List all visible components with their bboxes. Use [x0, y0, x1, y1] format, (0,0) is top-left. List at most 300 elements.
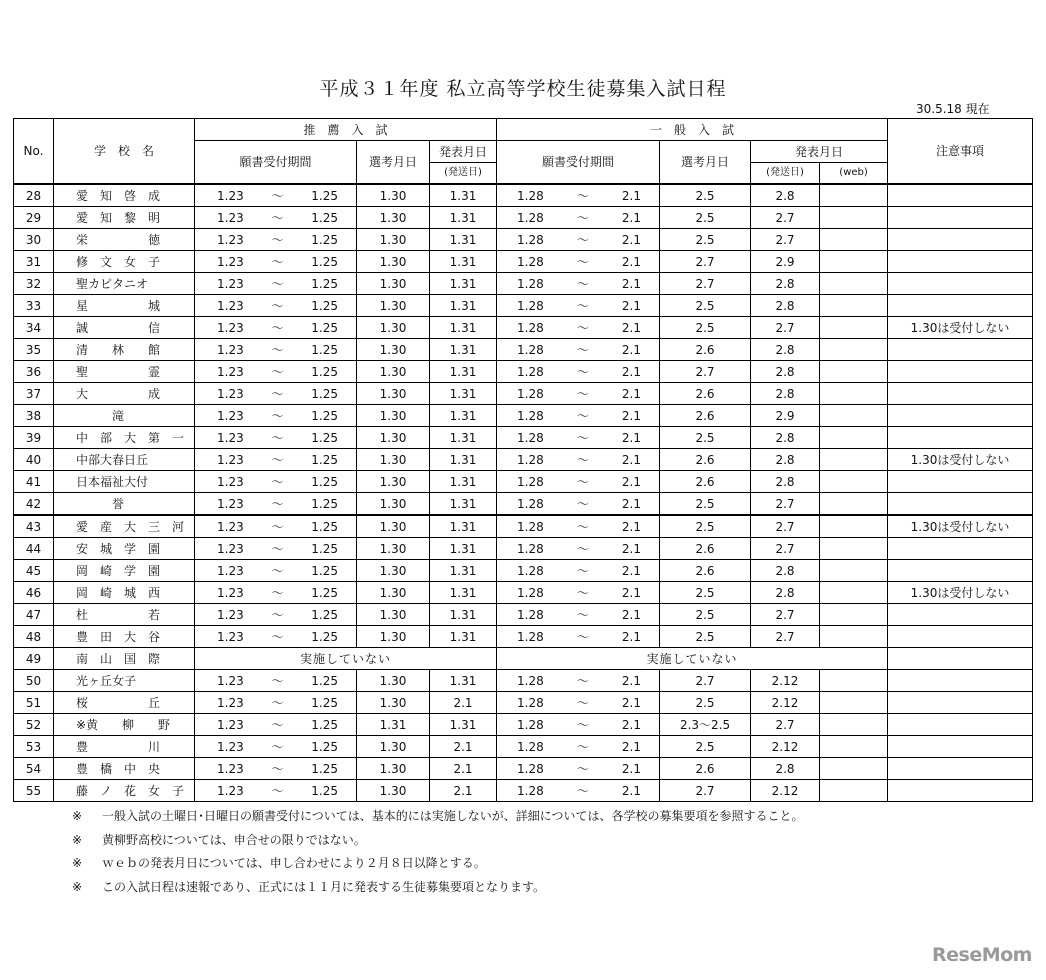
footnote-text: 黄柳野高校については、申合せの限りではない。 — [102, 832, 366, 847]
ippan-web-date — [820, 251, 888, 273]
suisen-exam-date: 1.30 — [357, 780, 430, 802]
suisen-exam-date: 1.30 — [357, 493, 430, 516]
ippan-exam-date: 2.7 — [660, 670, 751, 692]
period-from: 1.23 — [217, 276, 244, 291]
period-to: 2.1 — [621, 739, 642, 754]
ippan-app-period — [497, 493, 660, 516]
period-from: 1.28 — [517, 320, 544, 335]
period-tilde: ～ — [576, 761, 589, 776]
period-to: 1.25 — [311, 430, 338, 445]
table-row — [14, 449, 1033, 471]
ippan-sent-date: 2.8 — [751, 339, 820, 361]
period-to: 1.25 — [311, 717, 338, 732]
ippan-exam-date: 2.5 — [660, 626, 751, 648]
school-name: 豊 川 — [54, 736, 195, 758]
ippan-exam-date: 2.7 — [660, 251, 751, 273]
period-tilde: ～ — [271, 519, 284, 534]
ippan-app-period — [497, 582, 660, 604]
suisen-app-period — [195, 692, 357, 714]
period-to: 2.1 — [621, 298, 642, 313]
ippan-sent-date: 2.8 — [751, 427, 820, 449]
table-row — [14, 229, 1033, 251]
footnote-mark: ※ — [72, 832, 83, 847]
note-cell — [888, 383, 1033, 405]
period-tilde: ～ — [576, 695, 589, 710]
period-to: 1.25 — [311, 761, 338, 776]
note-cell: 1.30は受付しない — [888, 317, 1033, 339]
ippan-web-date — [820, 758, 888, 780]
ippan-exam-date: 2.6 — [660, 758, 751, 780]
period-tilde: ～ — [271, 298, 284, 313]
table-row — [14, 670, 1033, 692]
ippan-sent-date: 2.7 — [751, 229, 820, 251]
suisen-announce-date: 1.31 — [430, 207, 497, 229]
ippan-sent-date: 2.8 — [751, 361, 820, 383]
school-name: 桜 丘 — [54, 692, 195, 714]
period-from: 1.23 — [217, 408, 244, 423]
ippan-web-date — [820, 361, 888, 383]
ippan-exam-date: 2.3～2.5 — [660, 714, 751, 736]
ippan-app-period — [497, 626, 660, 648]
period-from: 1.28 — [517, 188, 544, 203]
period-to: 2.1 — [621, 364, 642, 379]
period-from: 1.28 — [517, 408, 544, 423]
ippan-web-date — [820, 471, 888, 493]
period-from: 1.23 — [217, 254, 244, 269]
suisen-exam-date: 1.30 — [357, 207, 430, 229]
ippan-exam-date: 2.5 — [660, 184, 751, 207]
suisen-announce-date: 1.31 — [430, 383, 497, 405]
period-tilde: ～ — [271, 783, 284, 798]
ippan-app-period — [497, 692, 660, 714]
suisen-exam-date: 1.30 — [357, 273, 430, 295]
header-g-exam: 選考月日 — [660, 141, 751, 185]
ippan-exam-date: 2.6 — [660, 383, 751, 405]
row-no: 41 — [14, 471, 54, 493]
period-from: 1.28 — [517, 298, 544, 313]
ippan-web-date — [820, 692, 888, 714]
ippan-exam-date: 2.5 — [660, 582, 751, 604]
school-name: 愛 知 啓 成 — [54, 184, 195, 207]
period-to: 1.25 — [311, 496, 338, 511]
row-no: 36 — [14, 361, 54, 383]
table-row — [14, 383, 1033, 405]
suisen-app-period — [195, 317, 357, 339]
note-cell — [888, 604, 1033, 626]
suisen-app-period — [195, 184, 357, 207]
suisen-announce-date: 1.31 — [430, 515, 497, 538]
period-from: 1.28 — [517, 607, 544, 622]
period-from: 1.23 — [217, 673, 244, 688]
school-name: 愛 知 黎 明 — [54, 207, 195, 229]
period-to: 1.25 — [311, 276, 338, 291]
period-from: 1.23 — [217, 629, 244, 644]
period-tilde: ～ — [271, 342, 284, 357]
suisen-announce-date: 1.31 — [430, 317, 497, 339]
school-name: 修 文 女 子 — [54, 251, 195, 273]
period-to: 1.25 — [311, 452, 338, 467]
period-tilde: ～ — [271, 386, 284, 401]
period-from: 1.23 — [217, 519, 244, 534]
period-to: 2.1 — [621, 629, 642, 644]
ippan-exam-date: 2.6 — [660, 405, 751, 427]
period-to: 2.1 — [621, 430, 642, 445]
ippan-sent-date: 2.12 — [751, 692, 820, 714]
period-to: 1.25 — [311, 232, 338, 247]
table-row — [14, 361, 1033, 383]
suisen-exam-date: 1.30 — [357, 383, 430, 405]
suisen-exam-date: 1.30 — [357, 317, 430, 339]
period-from: 1.23 — [217, 320, 244, 335]
suisen-exam-date: 1.31 — [357, 714, 430, 736]
suisen-exam-date: 1.30 — [357, 295, 430, 317]
table-row — [14, 339, 1033, 361]
ippan-app-period — [497, 383, 660, 405]
period-tilde: ～ — [271, 673, 284, 688]
period-tilde: ～ — [576, 276, 589, 291]
row-no: 55 — [14, 780, 54, 802]
period-from: 1.23 — [217, 717, 244, 732]
ippan-exam-date: 2.5 — [660, 427, 751, 449]
period-tilde: ～ — [576, 739, 589, 754]
ippan-sent-date: 2.8 — [751, 383, 820, 405]
period-tilde: ～ — [271, 232, 284, 247]
ippan-web-date — [820, 714, 888, 736]
suisen-app-period — [195, 493, 357, 516]
header-g-web: (web) — [820, 163, 888, 185]
table-row — [14, 251, 1033, 273]
table-row — [14, 758, 1033, 780]
ippan-app-period — [497, 560, 660, 582]
period-tilde: ～ — [576, 320, 589, 335]
note-cell — [888, 493, 1033, 516]
ippan-sent-date: 2.8 — [751, 758, 820, 780]
ippan-exam-date: 2.5 — [660, 736, 751, 758]
suisen-announce-date: 2.1 — [430, 758, 497, 780]
header-school: 学 校 名 — [54, 119, 195, 185]
school-name: 安 城 学 園 — [54, 538, 195, 560]
header-s-app-period: 願書受付期間 — [195, 141, 357, 185]
period-tilde: ～ — [576, 408, 589, 423]
school-name: 聖カピタニオ — [54, 273, 195, 295]
period-from: 1.23 — [217, 496, 244, 511]
ippan-exam-date: 2.5 — [660, 692, 751, 714]
period-to: 2.1 — [621, 386, 642, 401]
as-of-date: 30.5.18 現在 — [916, 102, 990, 116]
ippan-web-date — [820, 317, 888, 339]
period-tilde: ～ — [576, 254, 589, 269]
ippan-web-date — [820, 538, 888, 560]
footnote-mark: ※ — [72, 809, 83, 823]
period-tilde: ～ — [576, 188, 589, 203]
table-row — [14, 648, 1033, 670]
period-to: 1.25 — [311, 563, 338, 578]
period-to: 1.25 — [311, 629, 338, 644]
ippan-web-date — [820, 427, 888, 449]
suisen-announce-date: 1.31 — [430, 273, 497, 295]
suisen-exam-date: 1.30 — [357, 339, 430, 361]
period-tilde: ～ — [576, 673, 589, 688]
ippan-sent-date: 2.8 — [751, 582, 820, 604]
table-row — [14, 515, 1033, 538]
school-name: 豊 橋 中 央 — [54, 758, 195, 780]
suisen-app-period — [195, 295, 357, 317]
school-name: 誠 信 — [54, 317, 195, 339]
period-from: 1.28 — [517, 563, 544, 578]
ippan-sent-date: 2.7 — [751, 538, 820, 560]
row-no: 30 — [14, 229, 54, 251]
school-name: 清 林 館 — [54, 339, 195, 361]
suisen-announce-date: 1.31 — [430, 184, 497, 207]
suisen-announce-date: 2.1 — [430, 692, 497, 714]
row-no: 43 — [14, 515, 54, 538]
period-tilde: ～ — [576, 210, 589, 225]
ippan-sent-date: 2.8 — [751, 560, 820, 582]
row-no: 39 — [14, 427, 54, 449]
ippan-app-period — [497, 251, 660, 273]
period-from: 1.23 — [217, 739, 244, 754]
schedule-table — [13, 118, 1033, 802]
table-row — [14, 471, 1033, 493]
period-from: 1.23 — [217, 585, 244, 600]
table-row — [14, 427, 1033, 449]
footnote-text: ｗｅｂの発表月日については、申し合わせにより２月８日以降とする。 — [102, 856, 486, 870]
ippan-exam-date: 2.5 — [660, 295, 751, 317]
header-g-announce: 発表月日 — [751, 141, 888, 163]
period-from: 1.28 — [517, 673, 544, 688]
suisen-exam-date: 1.30 — [357, 670, 430, 692]
suisen-announce-date: 1.31 — [430, 604, 497, 626]
period-from: 1.28 — [517, 519, 544, 534]
ippan-exam-date: 2.6 — [660, 471, 751, 493]
ippan-app-period — [497, 780, 660, 802]
period-to: 2.1 — [621, 210, 642, 225]
suisen-announce-date: 2.1 — [430, 736, 497, 758]
suisen-announce-date: 2.1 — [430, 780, 497, 802]
suisen-app-period — [195, 427, 357, 449]
suisen-app-period — [195, 339, 357, 361]
period-to: 2.1 — [621, 408, 642, 423]
period-tilde: ～ — [271, 452, 284, 467]
header-s-exam: 選考月日 — [357, 141, 430, 185]
ippan-app-period — [497, 273, 660, 295]
school-name: 聖 霊 — [54, 361, 195, 383]
period-from: 1.23 — [217, 474, 244, 489]
suisen-app-period — [195, 560, 357, 582]
period-from: 1.28 — [517, 342, 544, 357]
ippan-app-period — [497, 405, 660, 427]
row-no: 52 — [14, 714, 54, 736]
period-tilde: ～ — [271, 430, 284, 445]
ippan-web-date — [820, 295, 888, 317]
school-name: 杜 若 — [54, 604, 195, 626]
period-to: 2.1 — [621, 673, 642, 688]
suisen-announce-date: 1.31 — [430, 670, 497, 692]
ippan-web-date — [820, 383, 888, 405]
footnote-text: 一般入試の土曜日･日曜日の願書受付については、基本的には実施しないが、詳細については、各学校の募集要項を参照すること。 — [102, 809, 804, 823]
period-from: 1.23 — [217, 298, 244, 313]
ippan-web-date — [820, 449, 888, 471]
ippan-web-date — [820, 339, 888, 361]
period-tilde: ～ — [271, 695, 284, 710]
note-cell — [888, 648, 1033, 670]
ippan-web-date — [820, 582, 888, 604]
ippan-app-period — [497, 515, 660, 538]
suisen-announce-date: 1.31 — [430, 427, 497, 449]
note-cell — [888, 229, 1033, 251]
ippan-app-period — [497, 339, 660, 361]
period-to: 1.25 — [311, 541, 338, 556]
suisen-app-period — [195, 780, 357, 802]
period-to: 1.25 — [311, 386, 338, 401]
school-name: 大 成 — [54, 383, 195, 405]
footnote — [72, 805, 804, 829]
ippan-web-date — [820, 626, 888, 648]
period-to: 2.1 — [621, 783, 642, 798]
period-to: 2.1 — [621, 541, 642, 556]
row-no: 34 — [14, 317, 54, 339]
header-no: No. — [14, 119, 54, 185]
note-cell — [888, 560, 1033, 582]
period-from: 1.28 — [517, 783, 544, 798]
footnote — [72, 852, 804, 876]
header-suisen: 推 薦 入 試 — [195, 119, 497, 141]
period-tilde: ～ — [271, 474, 284, 489]
row-no: 40 — [14, 449, 54, 471]
period-from: 1.28 — [517, 761, 544, 776]
table-row — [14, 538, 1033, 560]
ippan-sent-date: 2.12 — [751, 736, 820, 758]
note-cell — [888, 670, 1033, 692]
suisen-app-period — [195, 538, 357, 560]
ippan-web-date — [820, 229, 888, 251]
ippan-not-held: 実施していない — [497, 648, 888, 670]
school-name: 星 城 — [54, 295, 195, 317]
period-to: 2.1 — [621, 585, 642, 600]
ippan-web-date — [820, 780, 888, 802]
period-to: 2.1 — [621, 320, 642, 335]
table-row — [14, 295, 1033, 317]
period-from: 1.23 — [217, 761, 244, 776]
ippan-sent-date: 2.7 — [751, 604, 820, 626]
period-from: 1.23 — [217, 210, 244, 225]
period-tilde: ～ — [271, 320, 284, 335]
note-cell — [888, 427, 1033, 449]
ippan-sent-date: 2.8 — [751, 449, 820, 471]
period-tilde: ～ — [576, 717, 589, 732]
period-to: 1.25 — [311, 320, 338, 335]
table-row — [14, 736, 1033, 758]
table-row — [14, 273, 1033, 295]
ippan-app-period — [497, 361, 660, 383]
period-from: 1.23 — [217, 342, 244, 357]
period-from: 1.23 — [217, 386, 244, 401]
ippan-sent-date: 2.7 — [751, 515, 820, 538]
period-from: 1.28 — [517, 430, 544, 445]
suisen-exam-date: 1.30 — [357, 515, 430, 538]
period-from: 1.28 — [517, 717, 544, 732]
suisen-exam-date: 1.30 — [357, 449, 430, 471]
table-row — [14, 560, 1033, 582]
period-tilde: ～ — [576, 607, 589, 622]
period-tilde: ～ — [271, 188, 284, 203]
header-g-app-period: 願書受付期間 — [497, 141, 660, 185]
school-name: 南 山 国 際 — [54, 648, 195, 670]
ippan-exam-date: 2.7 — [660, 273, 751, 295]
footnote — [72, 876, 804, 900]
school-name: 日本福祉大付 — [54, 471, 195, 493]
period-tilde: ～ — [576, 519, 589, 534]
suisen-announce-date: 1.31 — [430, 626, 497, 648]
period-to: 2.1 — [621, 452, 642, 467]
suisen-app-period — [195, 626, 357, 648]
period-tilde: ～ — [271, 541, 284, 556]
period-tilde: ～ — [576, 452, 589, 467]
ippan-sent-date: 2.8 — [751, 295, 820, 317]
ippan-app-period — [497, 670, 660, 692]
school-name: 中 部 大 第 一 — [54, 427, 195, 449]
ippan-app-period — [497, 538, 660, 560]
ippan-app-period — [497, 471, 660, 493]
suisen-announce-date: 1.31 — [430, 538, 497, 560]
ippan-sent-date: 2.7 — [751, 207, 820, 229]
period-to: 2.1 — [621, 276, 642, 291]
ippan-app-period — [497, 427, 660, 449]
period-tilde: ～ — [576, 298, 589, 313]
ippan-web-date — [820, 515, 888, 538]
footnote-mark: ※ — [72, 879, 83, 894]
period-to: 1.25 — [311, 364, 338, 379]
suisen-exam-date: 1.30 — [357, 736, 430, 758]
suisen-app-period — [195, 229, 357, 251]
table-row — [14, 317, 1033, 339]
row-no: 51 — [14, 692, 54, 714]
ippan-exam-date: 2.5 — [660, 317, 751, 339]
suisen-announce-date: 1.31 — [430, 251, 497, 273]
ippan-exam-date: 2.7 — [660, 780, 751, 802]
period-to: 1.25 — [311, 695, 338, 710]
ippan-app-period — [497, 758, 660, 780]
period-from: 1.28 — [517, 474, 544, 489]
ippan-exam-date: 2.6 — [660, 449, 751, 471]
table-row — [14, 184, 1033, 207]
row-no: 50 — [14, 670, 54, 692]
suisen-announce-date: 1.31 — [430, 405, 497, 427]
note-cell — [888, 714, 1033, 736]
suisen-app-period — [195, 471, 357, 493]
ippan-exam-date: 2.5 — [660, 515, 751, 538]
ippan-exam-date: 2.7 — [660, 361, 751, 383]
period-tilde: ～ — [576, 232, 589, 247]
ippan-web-date — [820, 273, 888, 295]
header-s-announce: 発表月日 — [430, 141, 497, 163]
period-from: 1.23 — [217, 188, 244, 203]
note-cell — [888, 538, 1033, 560]
ippan-sent-date: 2.12 — [751, 780, 820, 802]
period-from: 1.23 — [217, 541, 244, 556]
row-no: 31 — [14, 251, 54, 273]
period-from: 1.28 — [517, 541, 544, 556]
ippan-app-period — [497, 295, 660, 317]
resemom-logo: ReseMom — [932, 944, 1032, 966]
period-from: 1.28 — [517, 276, 544, 291]
period-to: 1.25 — [311, 188, 338, 203]
period-tilde: ～ — [576, 342, 589, 357]
period-to: 1.25 — [311, 783, 338, 798]
period-to: 2.1 — [621, 519, 642, 534]
period-tilde: ～ — [576, 541, 589, 556]
suisen-app-period — [195, 736, 357, 758]
